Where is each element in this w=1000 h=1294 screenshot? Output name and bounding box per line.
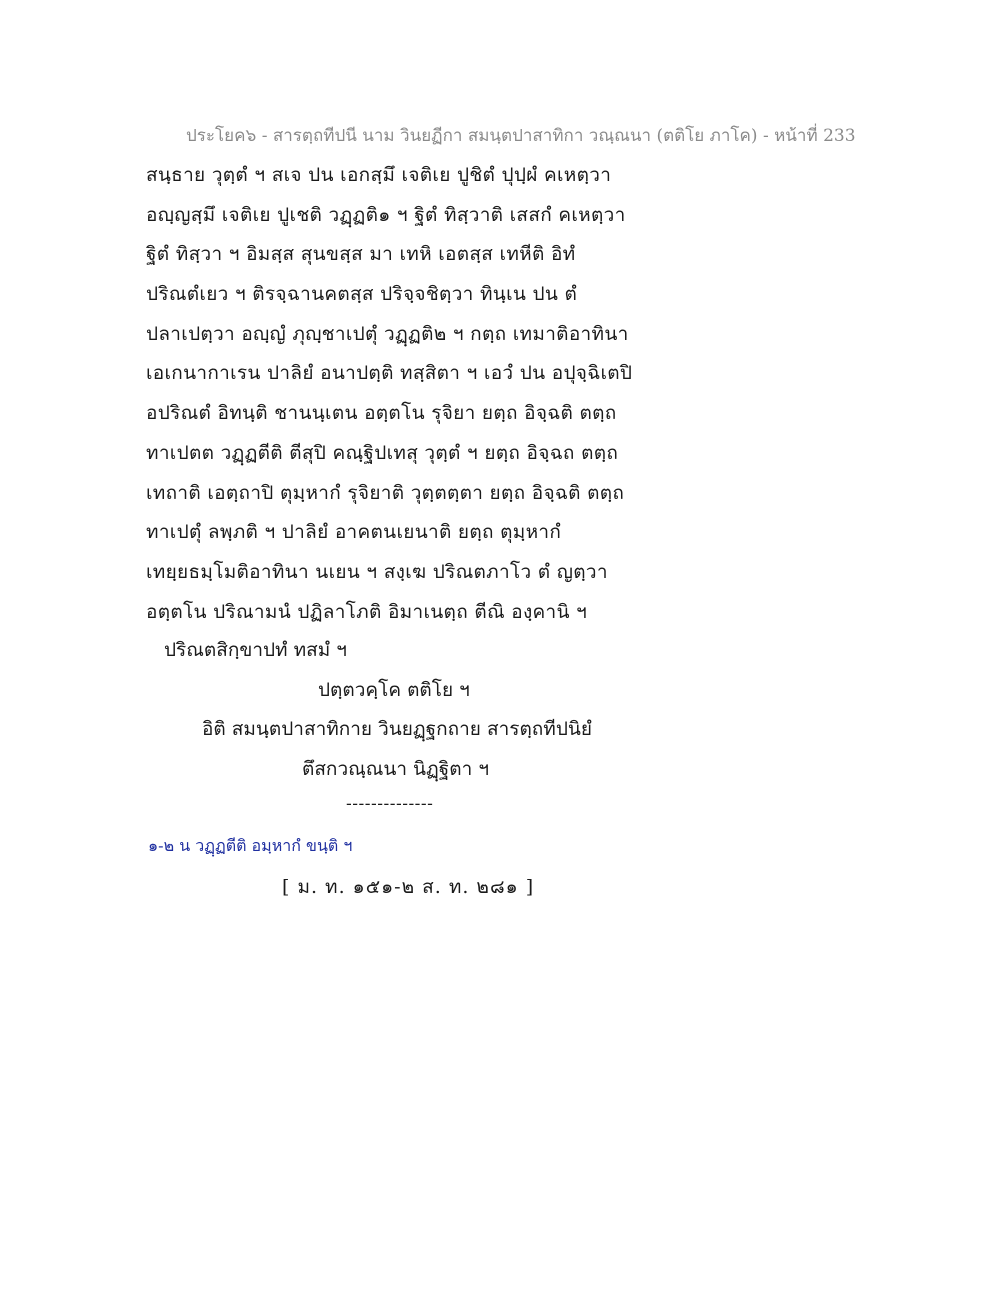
body-line: อญฺญสฺมึ เจติเย ปูเชติ วฏฺฏติ๑ ฯ ฐิตํ ทิสฺวาติ เสสกํ คเหตฺวา: [146, 203, 626, 226]
cross-reference: [ ม. ท. ๑๕๑-๒ ส. ท. ๒๘๑ ]: [282, 876, 535, 898]
body-line: เอเกนากาเรน ปาลิยํ อนาปตฺติ ทสฺสิตา ฯ เอวํ ปน อปุจฺฉิเตปิ: [146, 362, 633, 385]
colophon-line: อิติ สมนฺตปาสาทิกาย วินยฏฺฐกถาย สารตฺถทีปนิยํ: [202, 718, 593, 740]
body-line: สนฺธาย วุตฺตํ ฯ สเจ ปน เอกสฺมึ เจติเย ปูชิตํ ปุปฺผํ คเหตฺวา: [146, 164, 612, 186]
body-line: อปริณตํ อิทนฺติ ชานนฺเตน อตฺตโน รุจิยา ยตฺถ อิจฺฉติ ตตฺถ: [146, 402, 617, 425]
divider: --------------: [346, 794, 434, 814]
body-line: ทาเปตต วฏฺฏตีติ ตีสุปิ คณฺฐิปเทสุ วุตฺตํ ฯ ยตฺถ อิจฺฉถ ตตฺถ: [146, 441, 619, 464]
colophon-line-2: ตึสกวณฺณนา นิฏฺฐิตา ฯ: [302, 758, 490, 780]
chapter-end-title: ปตฺตวคฺโค ตติโย ฯ: [318, 679, 470, 701]
page-header: ประโยค๖ - สารตฺถทีปนี นาม วินยฏีกา สมนฺตปาสาทิกา วณฺณนา (ตติโย ภาโค) - หน้าที่ 233: [186, 126, 856, 146]
footnote: ๑-๒ น วฏฺฏตีติ อมฺหากํ ขนฺติ ฯ: [148, 836, 353, 855]
body-line: อตฺตโน ปริณามนํ ปฏิลาโภติ อิมาเนตฺถ ตีณิ องฺคานิ ฯ: [146, 600, 588, 623]
body-line: ปลาเปตฺวา อญฺญํ ภุญฺชาเปตุํ วฏฺฏติ๒ ฯ กตฺถ เทมาติอาทินา: [146, 322, 629, 345]
body-line: ฐิตํ ทิสฺวา ฯ อิมสฺส สุนขสฺส มา เทหิ เอตสฺส เทหีติ อิทํ: [146, 243, 576, 266]
body-line: เทยฺยธมฺโมติอาทินา นเยน ฯ สงฺเฆ ปริณตภาโว ตํ ญตฺวา: [146, 560, 608, 583]
body-line: ทาเปตุํ ลพฺภติ ฯ ปาลิยํ อาคตนเยนาติ ยตฺถ ตุมฺหากํ: [146, 521, 562, 544]
body-line: เทถาติ เอตฺถาปิ ตุมฺหากํ รุจิยาติ วุตฺตตฺตา ยตฺถ อิจฺฉติ ตตฺถ: [146, 481, 625, 504]
body-text: [146, 156, 666, 632]
section-end-title: ปริณตสิกฺขาปทํ ทสมํ ฯ: [164, 639, 347, 661]
body-line: ปริณตํเยว ฯ ติรจฺฉานคตสฺส ปริจฺจชิตฺวา ทินฺเน ปน ตํ: [146, 283, 578, 306]
